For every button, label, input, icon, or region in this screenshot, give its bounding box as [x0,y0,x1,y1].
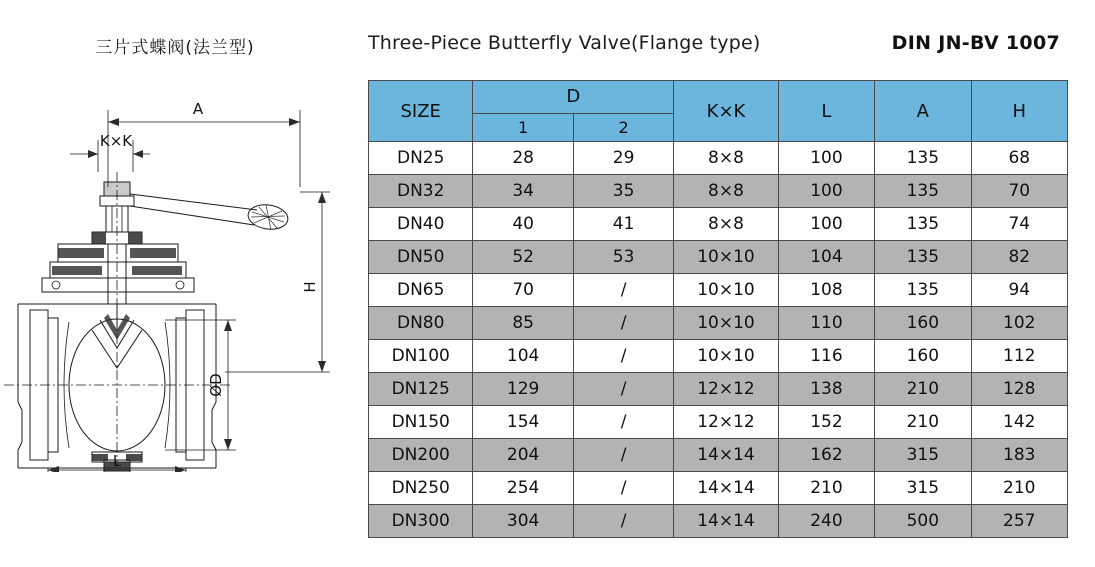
cell-size: DN65 [369,274,473,307]
cell-h: 82 [971,241,1067,274]
cell-h: 210 [971,472,1067,505]
table-row [369,340,1068,373]
table-row [369,406,1068,439]
cell-h: 257 [971,505,1067,538]
cell-kk: 8×8 [674,175,778,208]
cell-h: 112 [971,340,1067,373]
dimension-l [48,452,186,472]
cell-size: DN100 [369,340,473,373]
cell-kk: 10×10 [674,274,778,307]
cell-kk: 10×10 [674,307,778,340]
cell-size: DN300 [369,505,473,538]
col-header-kk: K×K [674,81,778,142]
svg-text:H: H [301,281,319,293]
cell-h: 142 [971,406,1067,439]
table-row [369,472,1068,505]
cell-kk: 10×10 [674,241,778,274]
col-header-l: L [778,81,874,142]
table-row [369,307,1068,340]
cell-kk: 10×10 [674,340,778,373]
cell-l: 210 [778,472,874,505]
spec-table-panel [360,0,1080,567]
cell-a: 160 [875,340,971,373]
table-row [369,208,1068,241]
table-row [369,175,1068,208]
cell-h: 183 [971,439,1067,472]
cell-d2: / [573,439,673,472]
col-header-d2: 2 [573,114,673,142]
cell-h: 74 [971,208,1067,241]
cell-d1: 28 [473,142,573,175]
cell-l: 100 [778,142,874,175]
cell-kk: 14×14 [674,505,778,538]
col-header-d: D [473,81,674,114]
cell-h: 68 [971,142,1067,175]
cell-size: DN200 [369,439,473,472]
cell-d2: / [573,406,673,439]
dimension-a [108,100,300,187]
cell-d2: / [573,373,673,406]
cell-d1: 85 [473,307,573,340]
cell-d2: / [573,307,673,340]
cell-d1: 254 [473,472,573,505]
dimension-kk [70,132,150,172]
cell-d2: 41 [573,208,673,241]
cell-kk: 12×12 [674,406,778,439]
cell-l: 138 [778,373,874,406]
cell-d1: 129 [473,373,573,406]
cell-l: 110 [778,307,874,340]
valve-body-top [42,244,194,292]
svg-text:K×K: K×K [99,132,133,150]
cell-l: 100 [778,208,874,241]
product-title: Three-Piece Butterfly Valve(Flange type) [368,32,761,54]
cell-l: 116 [778,340,874,373]
cell-d2: / [573,340,673,373]
valve-cross-section-svg [0,72,350,472]
svg-text:ØD: ØD [207,373,225,397]
col-header-h: H [971,81,1067,142]
cell-size: DN250 [369,472,473,505]
cell-d1: 104 [473,340,573,373]
cell-l: 100 [778,175,874,208]
cell-size: DN50 [369,241,473,274]
table-row [369,439,1068,472]
cell-l: 104 [778,241,874,274]
cell-d1: 304 [473,505,573,538]
spec-table-head [369,81,1068,142]
cell-d1: 34 [473,175,573,208]
cell-d2: 53 [573,241,673,274]
cell-d2: / [573,472,673,505]
col-header-size: SIZE [369,81,473,142]
dimension-h [225,192,330,372]
cell-l: 108 [778,274,874,307]
cell-d1: 154 [473,406,573,439]
cell-a: 135 [875,175,971,208]
cell-a: 135 [875,208,971,241]
cell-a: 135 [875,142,971,175]
cell-d2: / [573,505,673,538]
table-row [369,505,1068,538]
table-row [369,373,1068,406]
svg-text:L: L [112,452,122,470]
cell-d1: 52 [473,241,573,274]
cell-a: 135 [875,241,971,274]
cell-a: 135 [875,274,971,307]
cell-h: 102 [971,307,1067,340]
cell-kk: 12×12 [674,373,778,406]
col-header-d1: 1 [473,114,573,142]
cell-d1: 204 [473,439,573,472]
cell-size: DN150 [369,406,473,439]
cell-a: 315 [875,472,971,505]
cell-size: DN25 [369,142,473,175]
table-row [369,274,1068,307]
cell-kk: 14×14 [674,472,778,505]
svg-text:A: A [192,100,204,118]
valve-drawing-panel [0,0,350,567]
cell-a: 210 [875,373,971,406]
spec-title-row [360,32,1072,62]
cell-d2: 35 [573,175,673,208]
cell-a: 500 [875,505,971,538]
cell-h: 94 [971,274,1067,307]
cell-a: 210 [875,406,971,439]
cell-kk: 8×8 [674,142,778,175]
cell-d2: / [573,274,673,307]
col-header-a: A [875,81,971,142]
cell-d1: 40 [473,208,573,241]
cell-d1: 70 [473,274,573,307]
cell-h: 70 [971,175,1067,208]
cell-l: 162 [778,439,874,472]
spec-table-body [369,142,1068,538]
table-row [369,142,1068,175]
cell-kk: 14×14 [674,439,778,472]
table-row [369,241,1068,274]
cell-h: 128 [971,373,1067,406]
drawing-title: 三片式蝶阀(法兰型) [95,38,255,58]
cell-size: DN32 [369,175,473,208]
cell-l: 240 [778,505,874,538]
cell-size: DN40 [369,208,473,241]
product-code: DIN JN-BV 1007 [891,32,1060,54]
header-row-top [369,81,1068,114]
spec-table [368,80,1068,538]
cell-d2: 29 [573,142,673,175]
valve-drawing [0,72,350,472]
cell-l: 152 [778,406,874,439]
cell-a: 160 [875,307,971,340]
cell-size: DN125 [369,373,473,406]
cell-size: DN80 [369,307,473,340]
valve-handle [130,194,289,232]
cell-kk: 8×8 [674,208,778,241]
cell-a: 315 [875,439,971,472]
